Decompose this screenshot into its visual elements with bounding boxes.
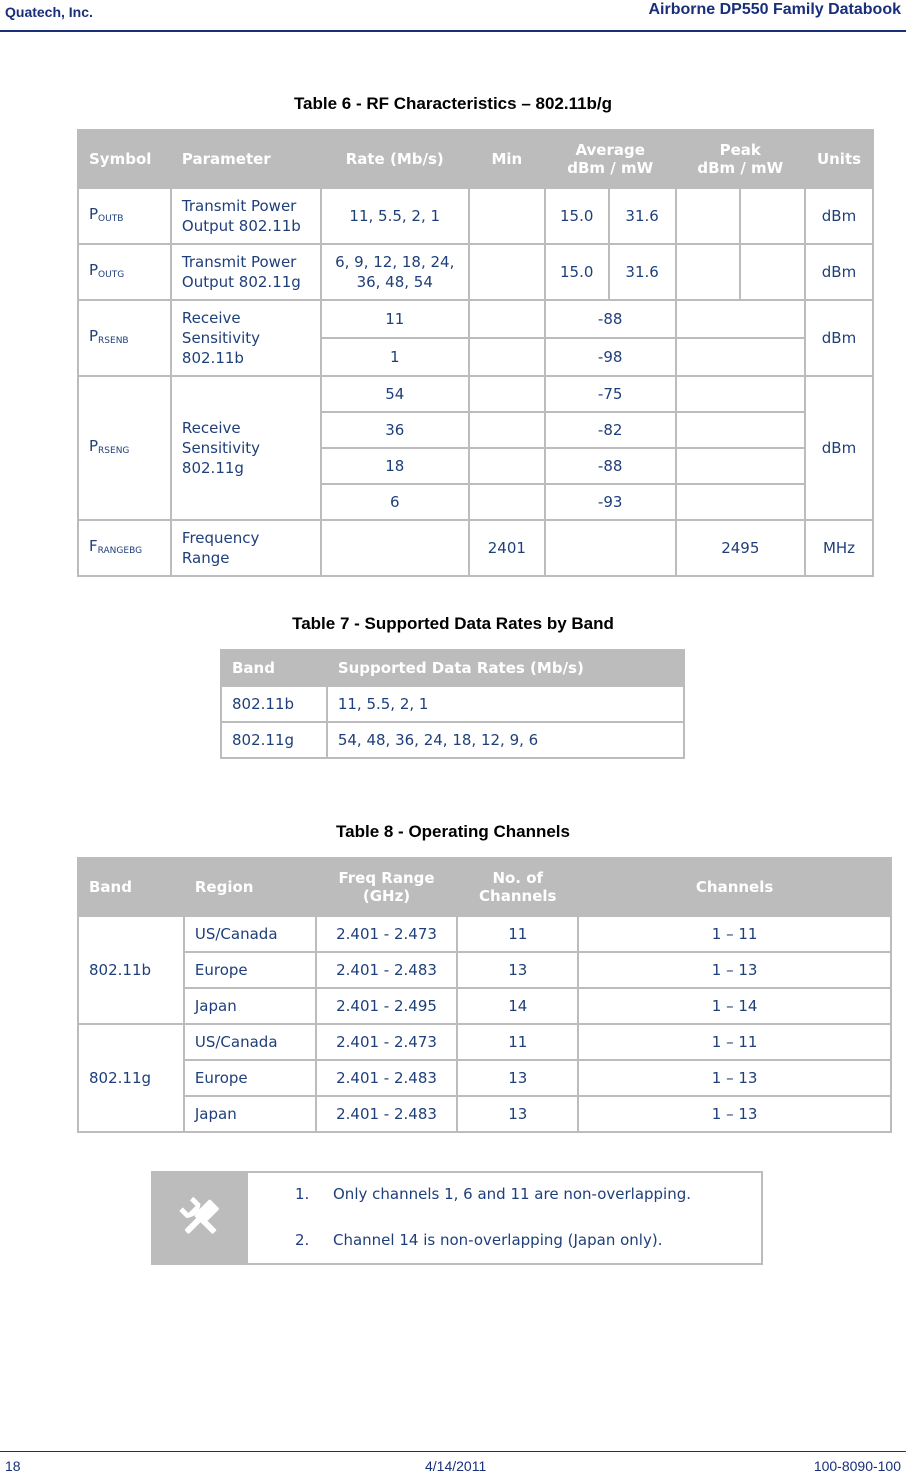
symbol-cell: $P_{RSENG}$ <box>78 376 171 520</box>
avg-mw-cell: 31.6 <box>609 188 676 244</box>
num-cell: 13 <box>457 952 578 988</box>
peak-cell <box>676 484 805 520</box>
avg-cell: -93 <box>545 484 676 520</box>
channels-cell: 1 – 11 <box>578 1024 891 1060</box>
col-symbol: Symbol <box>78 130 171 188</box>
col-units: Units <box>805 130 873 188</box>
table-row <box>78 188 873 244</box>
symbol-cell: $P_{RSENB}$ <box>78 300 171 376</box>
min-cell <box>469 412 545 448</box>
table-header-row <box>78 858 891 916</box>
table-header-row <box>78 130 873 188</box>
parameter-cell: Frequency Range <box>171 520 321 576</box>
peak-cell <box>676 300 805 338</box>
table-row <box>78 520 873 576</box>
peak-cell <box>676 448 805 484</box>
col-channels: Channels <box>578 858 891 916</box>
units-cell: dBm <box>805 188 873 244</box>
note-item: 1. Only channels 1, 6 and 11 are non-overlapping. <box>295 1185 692 1203</box>
col-parameter: Parameter <box>171 130 321 188</box>
table-row <box>78 952 891 988</box>
page-footer <box>0 1451 906 1480</box>
col-num-channels: No. of Channels <box>457 858 578 916</box>
avg-cell: -88 <box>545 300 676 338</box>
units-cell: dBm <box>805 376 873 520</box>
parameter-cell: Receive Sensitivity 802.11g <box>171 376 321 520</box>
avg-cell <box>545 520 676 576</box>
channels-cell: 1 – 13 <box>578 952 891 988</box>
band-cell: 802.11g <box>78 1024 184 1132</box>
tools-icon <box>153 1173 248 1263</box>
peak-cell <box>676 376 805 412</box>
rates-cell: 54, 48, 36, 24, 18, 12, 9, 6 <box>327 722 684 758</box>
freq-cell: 2.401 - 2.483 <box>316 1096 458 1132</box>
col-region: Region <box>184 858 316 916</box>
col-rates: Supported Data Rates (Mb/s) <box>327 650 684 686</box>
rate-cell: 54 <box>321 376 469 412</box>
num-cell: 13 <box>457 1096 578 1132</box>
freq-cell: 2.401 - 2.473 <box>316 1024 458 1060</box>
rate-cell: 18 <box>321 448 469 484</box>
min-cell <box>469 338 545 376</box>
table-row <box>78 916 891 952</box>
min-cell <box>469 448 545 484</box>
band-cell: 802.11b <box>78 916 184 1024</box>
table6-caption: Table 6 - RF Characteristics – 802.11b/g <box>293 94 613 113</box>
table-row <box>78 1096 891 1132</box>
rates-cell: 11, 5.5, 2, 1 <box>327 686 684 722</box>
rate-cell: 36 <box>321 412 469 448</box>
avg-cell: -88 <box>545 448 676 484</box>
table-row <box>78 1024 891 1060</box>
min-cell <box>469 188 545 244</box>
avg-mw-cell: 31.6 <box>609 244 676 300</box>
col-peak: Peak dBm / mW <box>676 130 805 188</box>
company-name: Quatech, Inc. <box>5 4 93 20</box>
num-cell: 13 <box>457 1060 578 1096</box>
table-row <box>221 686 684 722</box>
rate-cell <box>321 520 469 576</box>
parameter-cell: Transmit Power Output 802.11b <box>171 188 321 244</box>
peak-dbm-cell <box>676 244 741 300</box>
num-cell: 11 <box>457 1024 578 1060</box>
col-rate: Rate (Mb/s) <box>321 130 469 188</box>
region-cell: US/Canada <box>184 1024 316 1060</box>
table-header-row <box>221 650 684 686</box>
peak-dbm-cell <box>676 188 741 244</box>
table8-caption: Table 8 - Operating Channels <box>336 822 570 841</box>
units-cell: MHz <box>805 520 873 576</box>
peak-mw-cell <box>740 188 805 244</box>
note-box <box>151 1171 763 1265</box>
symbol-cell: $F_{RANGEBG}$ <box>78 520 171 576</box>
table-row <box>221 722 684 758</box>
symbol-cell: $P_{OUTB}$ <box>78 188 171 244</box>
col-freq-range: Freq Range (GHz) <box>316 858 458 916</box>
col-band: Band <box>78 858 184 916</box>
rate-cell: 1 <box>321 338 469 376</box>
avg-cell: -82 <box>545 412 676 448</box>
avg-dbm-cell: 15.0 <box>545 188 609 244</box>
min-cell: 2401 <box>469 520 545 576</box>
peak-cell: 2495 <box>676 520 805 576</box>
freq-cell: 2.401 - 2.483 <box>316 952 458 988</box>
band-cell: 802.11b <box>221 686 327 722</box>
region-cell: Europe <box>184 952 316 988</box>
min-cell <box>469 484 545 520</box>
revision-date: 4/14/2011 <box>425 1458 487 1474</box>
col-band: Band <box>221 650 327 686</box>
table-row <box>78 300 873 338</box>
freq-cell: 2.401 - 2.495 <box>316 988 458 1024</box>
channels-cell: 1 – 14 <box>578 988 891 1024</box>
units-cell: dBm <box>805 244 873 300</box>
document-title: Airborne DP550 Family Databook <box>648 1 901 18</box>
symbol-cell: $P_{OUTG}$ <box>78 244 171 300</box>
table-row <box>78 376 873 412</box>
freq-cell: 2.401 - 2.473 <box>316 916 458 952</box>
min-cell <box>469 244 545 300</box>
rate-cell: 11, 5.5, 2, 1 <box>321 188 469 244</box>
rf-characteristics-table <box>77 129 874 577</box>
page-number: 18 <box>5 1458 21 1474</box>
table-row <box>78 988 891 1024</box>
channels-cell: 1 – 13 <box>578 1096 891 1132</box>
num-cell: 14 <box>457 988 578 1024</box>
region-cell: Japan <box>184 988 316 1024</box>
peak-cell <box>676 412 805 448</box>
table-row <box>78 244 873 300</box>
avg-cell: -98 <box>545 338 676 376</box>
channels-cell: 1 – 11 <box>578 916 891 952</box>
table7-caption: Table 7 - Supported Data Rates by Band <box>292 614 614 633</box>
rate-cell: 11 <box>321 300 469 338</box>
rate-cell: 6, 9, 12, 18, 24, 36, 48, 54 <box>321 244 469 300</box>
min-cell <box>469 376 545 412</box>
band-cell: 802.11g <box>221 722 327 758</box>
num-cell: 11 <box>457 916 578 952</box>
units-cell: dBm <box>805 300 873 376</box>
region-cell: Europe <box>184 1060 316 1096</box>
table-row <box>78 1060 891 1096</box>
page-header <box>0 0 906 32</box>
col-min: Min <box>469 130 545 188</box>
rate-cell: 6 <box>321 484 469 520</box>
region-cell: US/Canada <box>184 916 316 952</box>
freq-cell: 2.401 - 2.483 <box>316 1060 458 1096</box>
parameter-cell: Transmit Power Output 802.11g <box>171 244 321 300</box>
note-item: 2. Channel 14 is non-overlapping (Japan only). <box>295 1231 663 1249</box>
document-number: 100-8090-100 <box>813 1458 901 1474</box>
channels-cell: 1 – 13 <box>578 1060 891 1096</box>
avg-cell: -75 <box>545 376 676 412</box>
min-cell <box>469 300 545 338</box>
region-cell: Japan <box>184 1096 316 1132</box>
avg-dbm-cell: 15.0 <box>545 244 609 300</box>
peak-mw-cell <box>740 244 805 300</box>
parameter-cell: Receive Sensitivity 802.11b <box>171 300 321 376</box>
operating-channels-table <box>77 857 892 1133</box>
data-rates-table <box>220 649 685 759</box>
peak-cell <box>676 338 805 376</box>
col-average: Average dBm / mW <box>545 130 676 188</box>
